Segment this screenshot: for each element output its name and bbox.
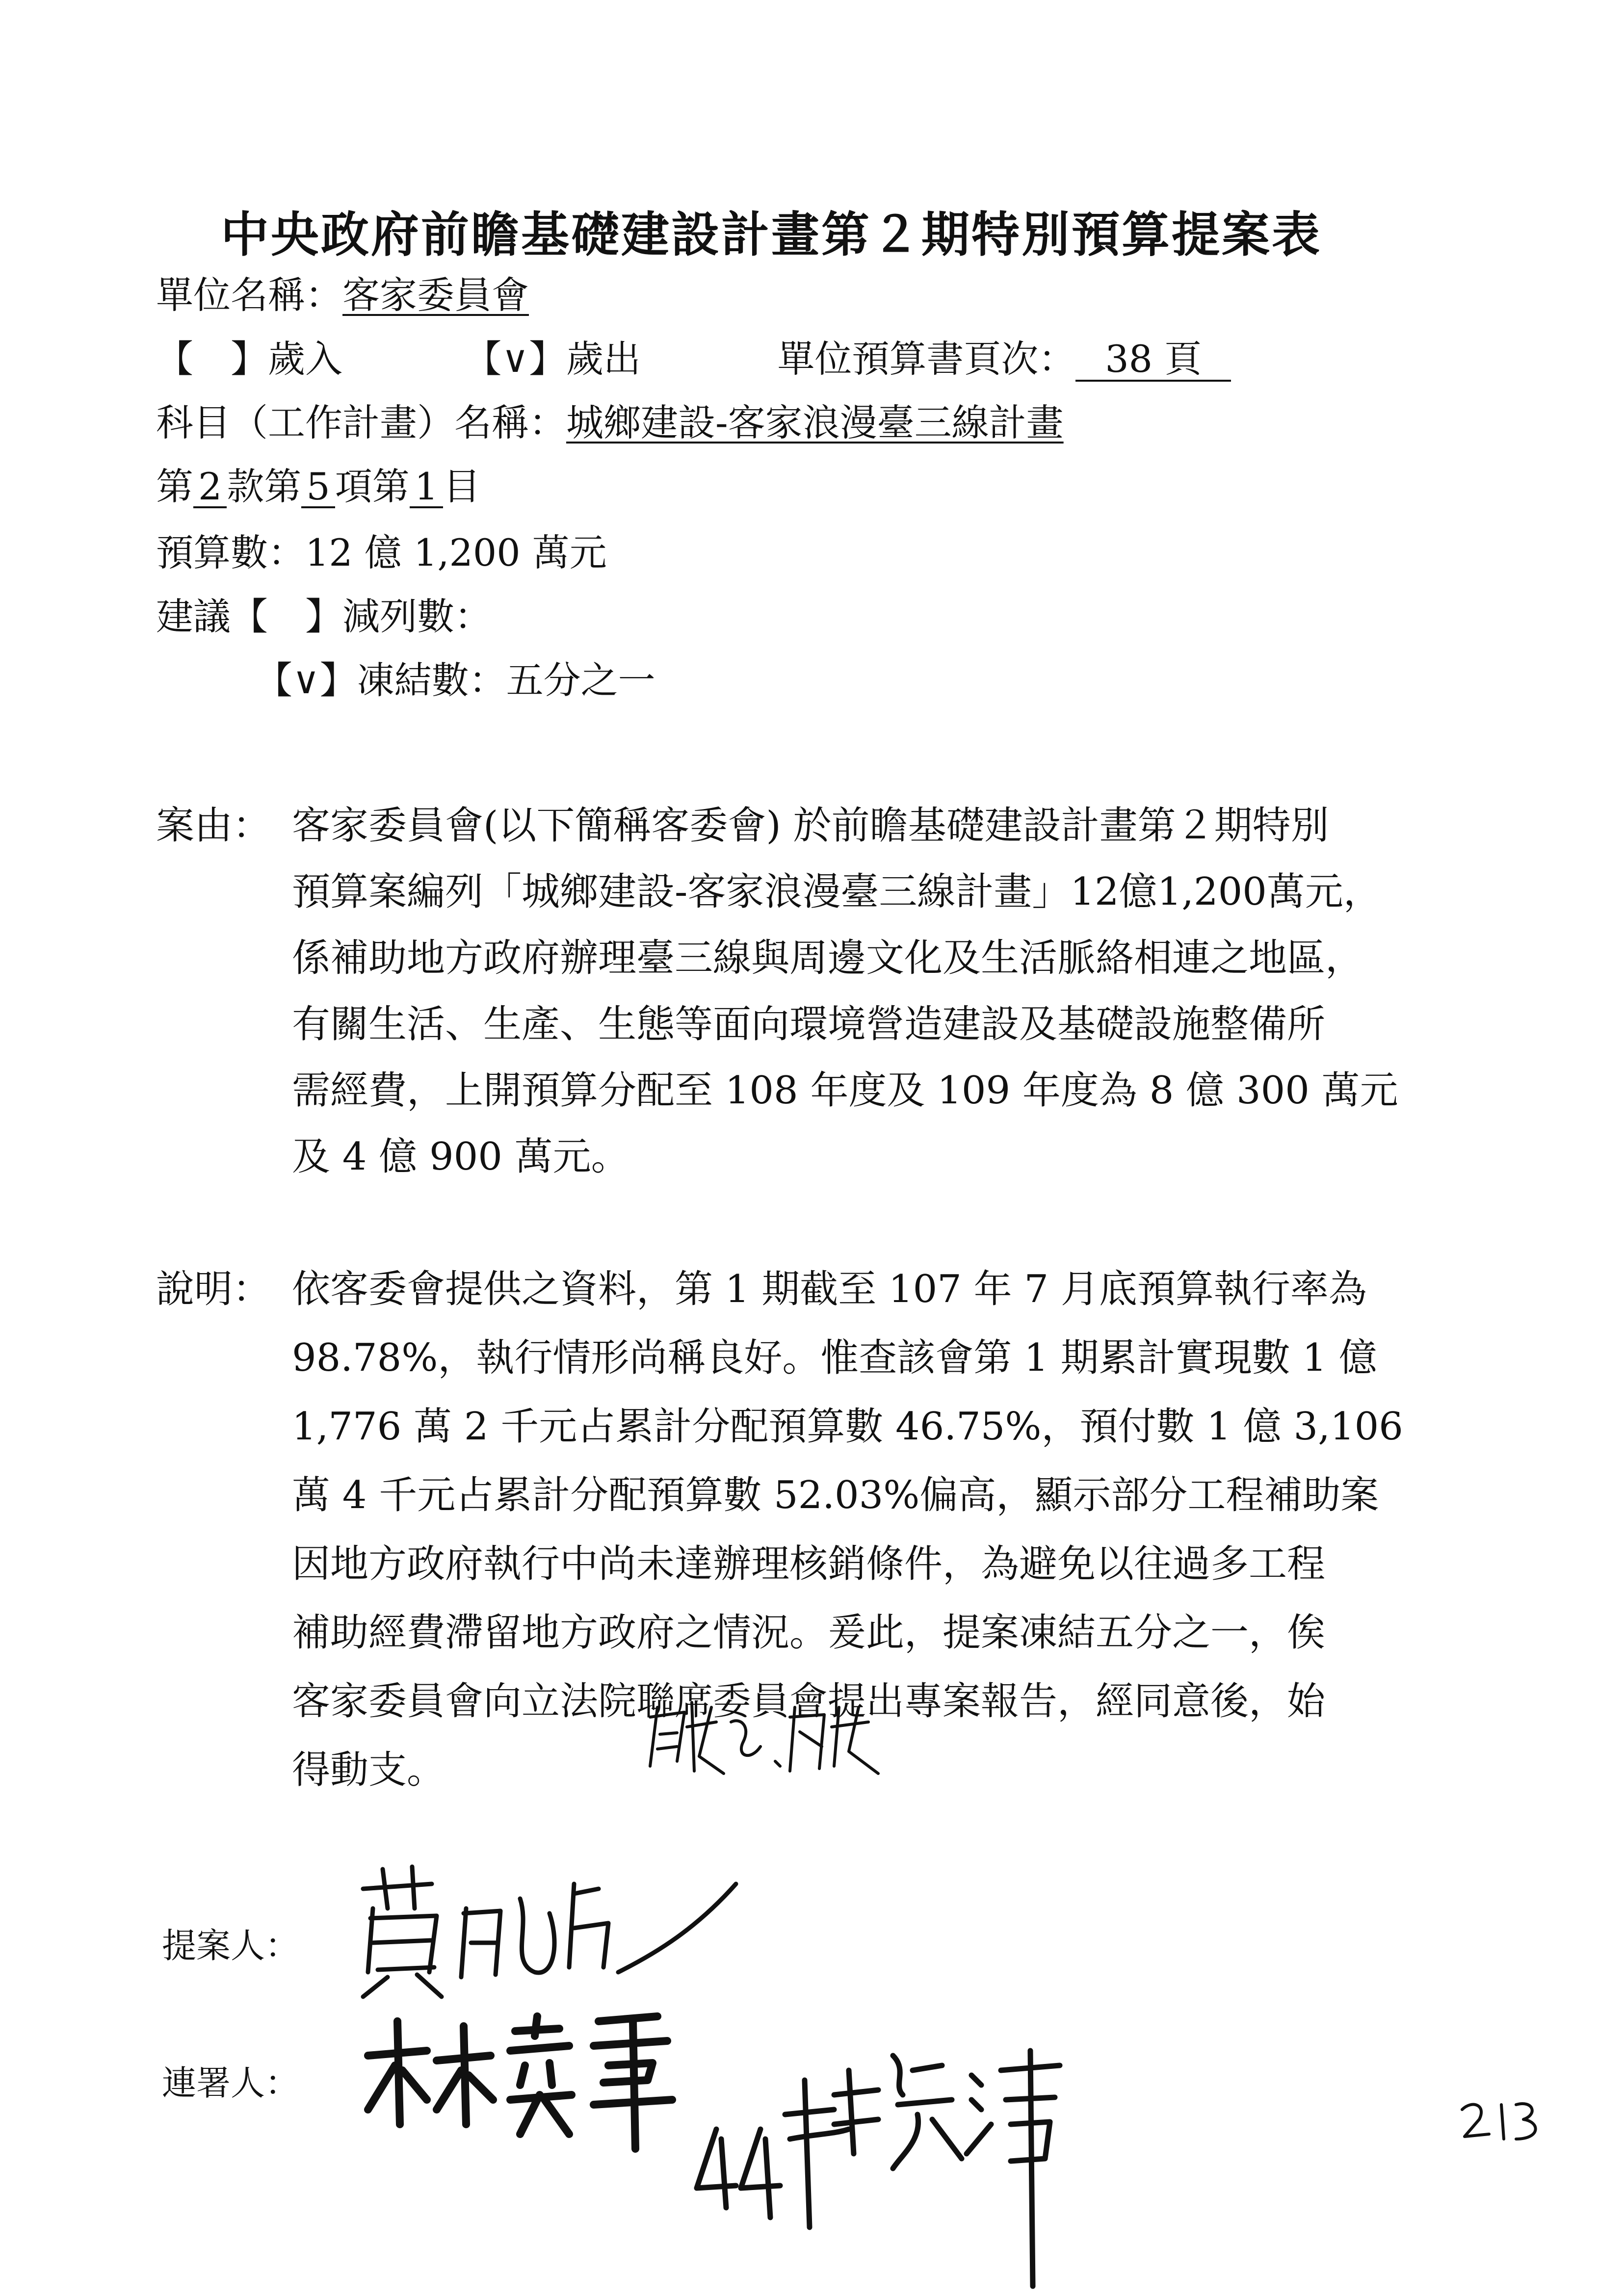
case-line: 客家委員會(以下簡稱客委會) 於前瞻基礎建設計畫第２期特別 (292, 804, 1329, 848)
suggest-freeze-row: 【∨】凍結數：五分之一 (255, 658, 655, 702)
case-line: 需經費，上開預算分配至 108 年度及 109 年度為 8 億 300 萬元 (292, 1069, 1398, 1113)
article-kuan-label: 款第 (227, 465, 302, 508)
cosigner-signature-2 (687, 2041, 1089, 2296)
document-title: 中央政府前瞻基礎建設計畫第２期特別預算提案表 (221, 207, 1322, 263)
income-checkbox: 【 】歲入 (156, 337, 342, 381)
article-prefix: 第 (156, 465, 193, 508)
cosigner-label: 連署人： (162, 2063, 299, 2103)
explain-line: 萬 4 千元占累計分配預算數 52.03%偏高，顯示部分工程補助案 (292, 1473, 1379, 1517)
proposer-label: 提案人： (162, 1926, 299, 1966)
explain-line: 補助經費滯留地方政府之情況。爰此，提案凍結五分之一，俟 (292, 1611, 1326, 1655)
page-value: 38 頁 (1075, 340, 1231, 382)
page-label: 單位預算書頁次： (777, 337, 1076, 381)
explain-line: 客家委員會向立法院聯席委員會提出專案報告，經同意後，始 (292, 1679, 1326, 1723)
explain-line: 1,776 萬 2 千元占累計分配預算數 46.75%，預付數 1 億 3,106 (292, 1405, 1403, 1449)
subject-label: 科目（工作計畫）名稱： (156, 401, 566, 444)
case-line: 係補助地方政府辦理臺三線與周邊文化及生活脈絡相連之地區， (292, 936, 1364, 980)
unit-label: 單位名稱： (156, 273, 342, 317)
unit-value: 客家委員會 (342, 273, 529, 317)
case-line: 預算案編列「城鄉建設-客家浪漫臺三線計畫」12億1,200萬元， (292, 870, 1382, 914)
explain-label: 說明： (156, 1267, 271, 1311)
case-line: 有關生活、生產、生態等面向環境營造建設及基礎設施整備所 (292, 1002, 1326, 1046)
budget-type-row (156, 339, 1231, 382)
handwritten-page-number (1452, 2090, 1550, 2149)
article-xiang: 5 (301, 468, 335, 508)
article-mu-label: 目 (443, 465, 481, 508)
suggest-cut-row: 建議【 】減列數： (156, 595, 492, 638)
explain-line: 依客委會提供之資料，第 1 期截至 107 年 7 月底預算執行率為 (292, 1267, 1367, 1311)
explain-line: 98.78%，執行情形尚稱良好。惟查該會第 1 期累計實現數 1 億 (292, 1336, 1377, 1380)
explain-line: 得動支。 (292, 1748, 445, 1792)
explain-line: 因地方政府執行中尚未達辦理核銷條件，為避免以往過多工程 (292, 1542, 1326, 1586)
subject-row (156, 402, 1064, 444)
article-xiang-label: 項第 (335, 465, 410, 508)
handwritten-committee-note (638, 1688, 893, 1786)
budget-amount: 預算數：12 億 1,200 萬元 (156, 531, 607, 574)
cosigner-signature-1 (353, 2002, 707, 2159)
article-mu: 1 (410, 468, 443, 508)
article-row (156, 466, 480, 508)
case-line: 及 4 億 900 萬元。 (292, 1135, 629, 1179)
subject-value: 城鄉建設-客家浪漫臺三線計畫 (566, 401, 1064, 444)
article-kuan: 2 (193, 468, 227, 508)
expense-checkbox: 【∨】歲出 (464, 337, 641, 381)
unit-row (156, 275, 529, 316)
proposer-signature (343, 1854, 746, 2002)
case-label: 案由： (156, 804, 271, 848)
